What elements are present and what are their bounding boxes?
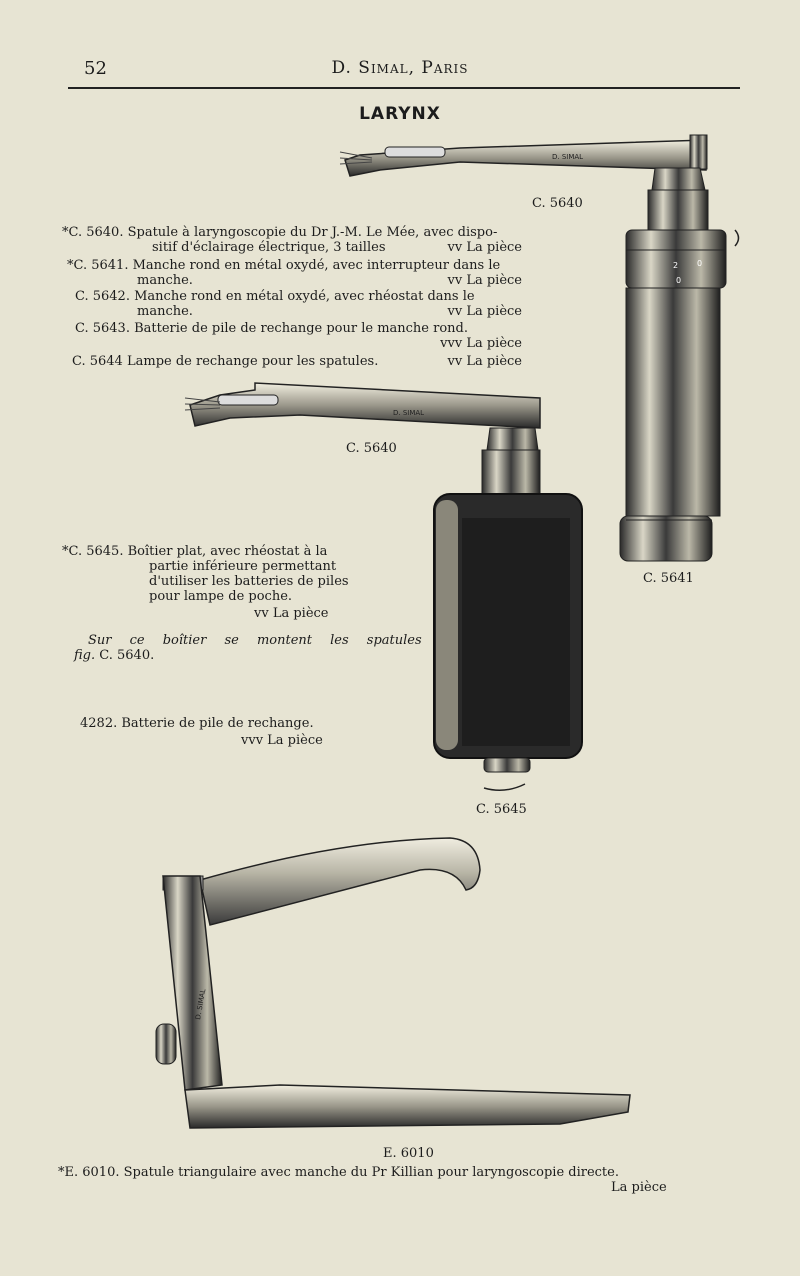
entry-5640: [62, 225, 522, 255]
entry-code: *C. 5641.: [67, 258, 129, 273]
entry-price: vvv La pièce: [440, 336, 522, 351]
entry-text: Spatule à laryngoscopie du Dr J.-M. Le Mée, avec dispo-: [127, 225, 498, 240]
entry-5642: [75, 289, 522, 319]
page-number: 52: [84, 58, 107, 79]
entry-price: vv La pièce: [254, 606, 329, 621]
top-blade-drawing: [340, 135, 707, 176]
dial-mark-2: 2: [673, 261, 679, 270]
entry-6010-price: La pièce: [611, 1180, 667, 1195]
entry-5645-note: [74, 633, 422, 663]
note-ref: C. 5640.: [99, 648, 155, 663]
entry-price: vv La pièce: [447, 273, 522, 288]
top-blade-mark: D. SIMAL: [552, 153, 584, 161]
entry-text-4: pour lampe de poche.: [149, 589, 293, 604]
entry-text: Lampe de rechange pour les spatules.: [126, 354, 379, 369]
entry-text: Manche rond en métal oxydé, avec rhéostat dans le: [134, 289, 475, 304]
entry-code: C. 5644: [72, 354, 123, 369]
entry-text-3: d'utiliser les batteries de piles: [149, 574, 349, 589]
killian-spatula-drawing: [156, 838, 630, 1128]
entry-5641: [67, 258, 522, 288]
entry-5645: [62, 544, 362, 621]
entry-code: *C. 5645.: [62, 544, 124, 559]
caption-top-blade: C. 5640: [532, 196, 583, 211]
entry-price: vv La pièce: [447, 354, 522, 369]
killian-mark: D. SIMAL: [194, 988, 208, 1021]
mid-blade-mark: D. SIMAL: [393, 409, 425, 417]
caption-killian: E. 6010: [383, 1146, 434, 1161]
entry-price: vvv La pièce: [241, 733, 323, 748]
round-handle-drawing: [620, 168, 739, 561]
dial-mark-0b: 0: [676, 276, 682, 285]
dial-mark-0a: 0: [697, 259, 703, 268]
entry-5644: [72, 354, 522, 369]
entry-code: *C. 5640.: [62, 225, 124, 240]
entry-text: Manche rond en métal oxydé, avec interrupteur dans le: [132, 258, 501, 273]
entry-code: C. 5642.: [75, 289, 130, 304]
flat-box-drawing: [434, 428, 582, 790]
entry-text: Boîtier plat, avec rhéostat à la: [127, 544, 328, 559]
entry-text-2: partie inférieure permettant: [149, 559, 337, 574]
caption-mid-blade: C. 5640: [346, 441, 397, 456]
entry-text: Batterie de pile de rechange pour le manche rond.: [134, 321, 468, 336]
entry-code: C. 5643.: [75, 321, 130, 336]
entry-price: vv La pièce: [447, 240, 522, 255]
running-header: D. Simal, Paris: [331, 58, 469, 78]
caption-box: C. 5645: [476, 802, 527, 817]
entry-6010: *E. 6010. Spatule triangulaire avec manche du Pr Killian pour laryngoscopie directe.: [58, 1165, 619, 1180]
section-title: LARYNX: [359, 104, 441, 124]
entry-5643: [75, 321, 522, 351]
entry-price: vv La pièce: [447, 304, 522, 319]
entry-4282: [80, 716, 340, 748]
note-line: Sur ce boîtier se montent les spatules: [88, 633, 422, 648]
entry-text-2: manche.: [137, 273, 193, 288]
entry-text-2: sitif d'éclairage électrique, 3 tailles: [152, 240, 386, 255]
middle-blade-drawing: [185, 383, 540, 428]
caption-handle: C. 5641: [643, 571, 694, 586]
entry-text-2: manche.: [137, 304, 193, 319]
note-fig: fig.: [74, 648, 96, 663]
entry-text: 4282. Batterie de pile de rechange.: [80, 716, 314, 731]
